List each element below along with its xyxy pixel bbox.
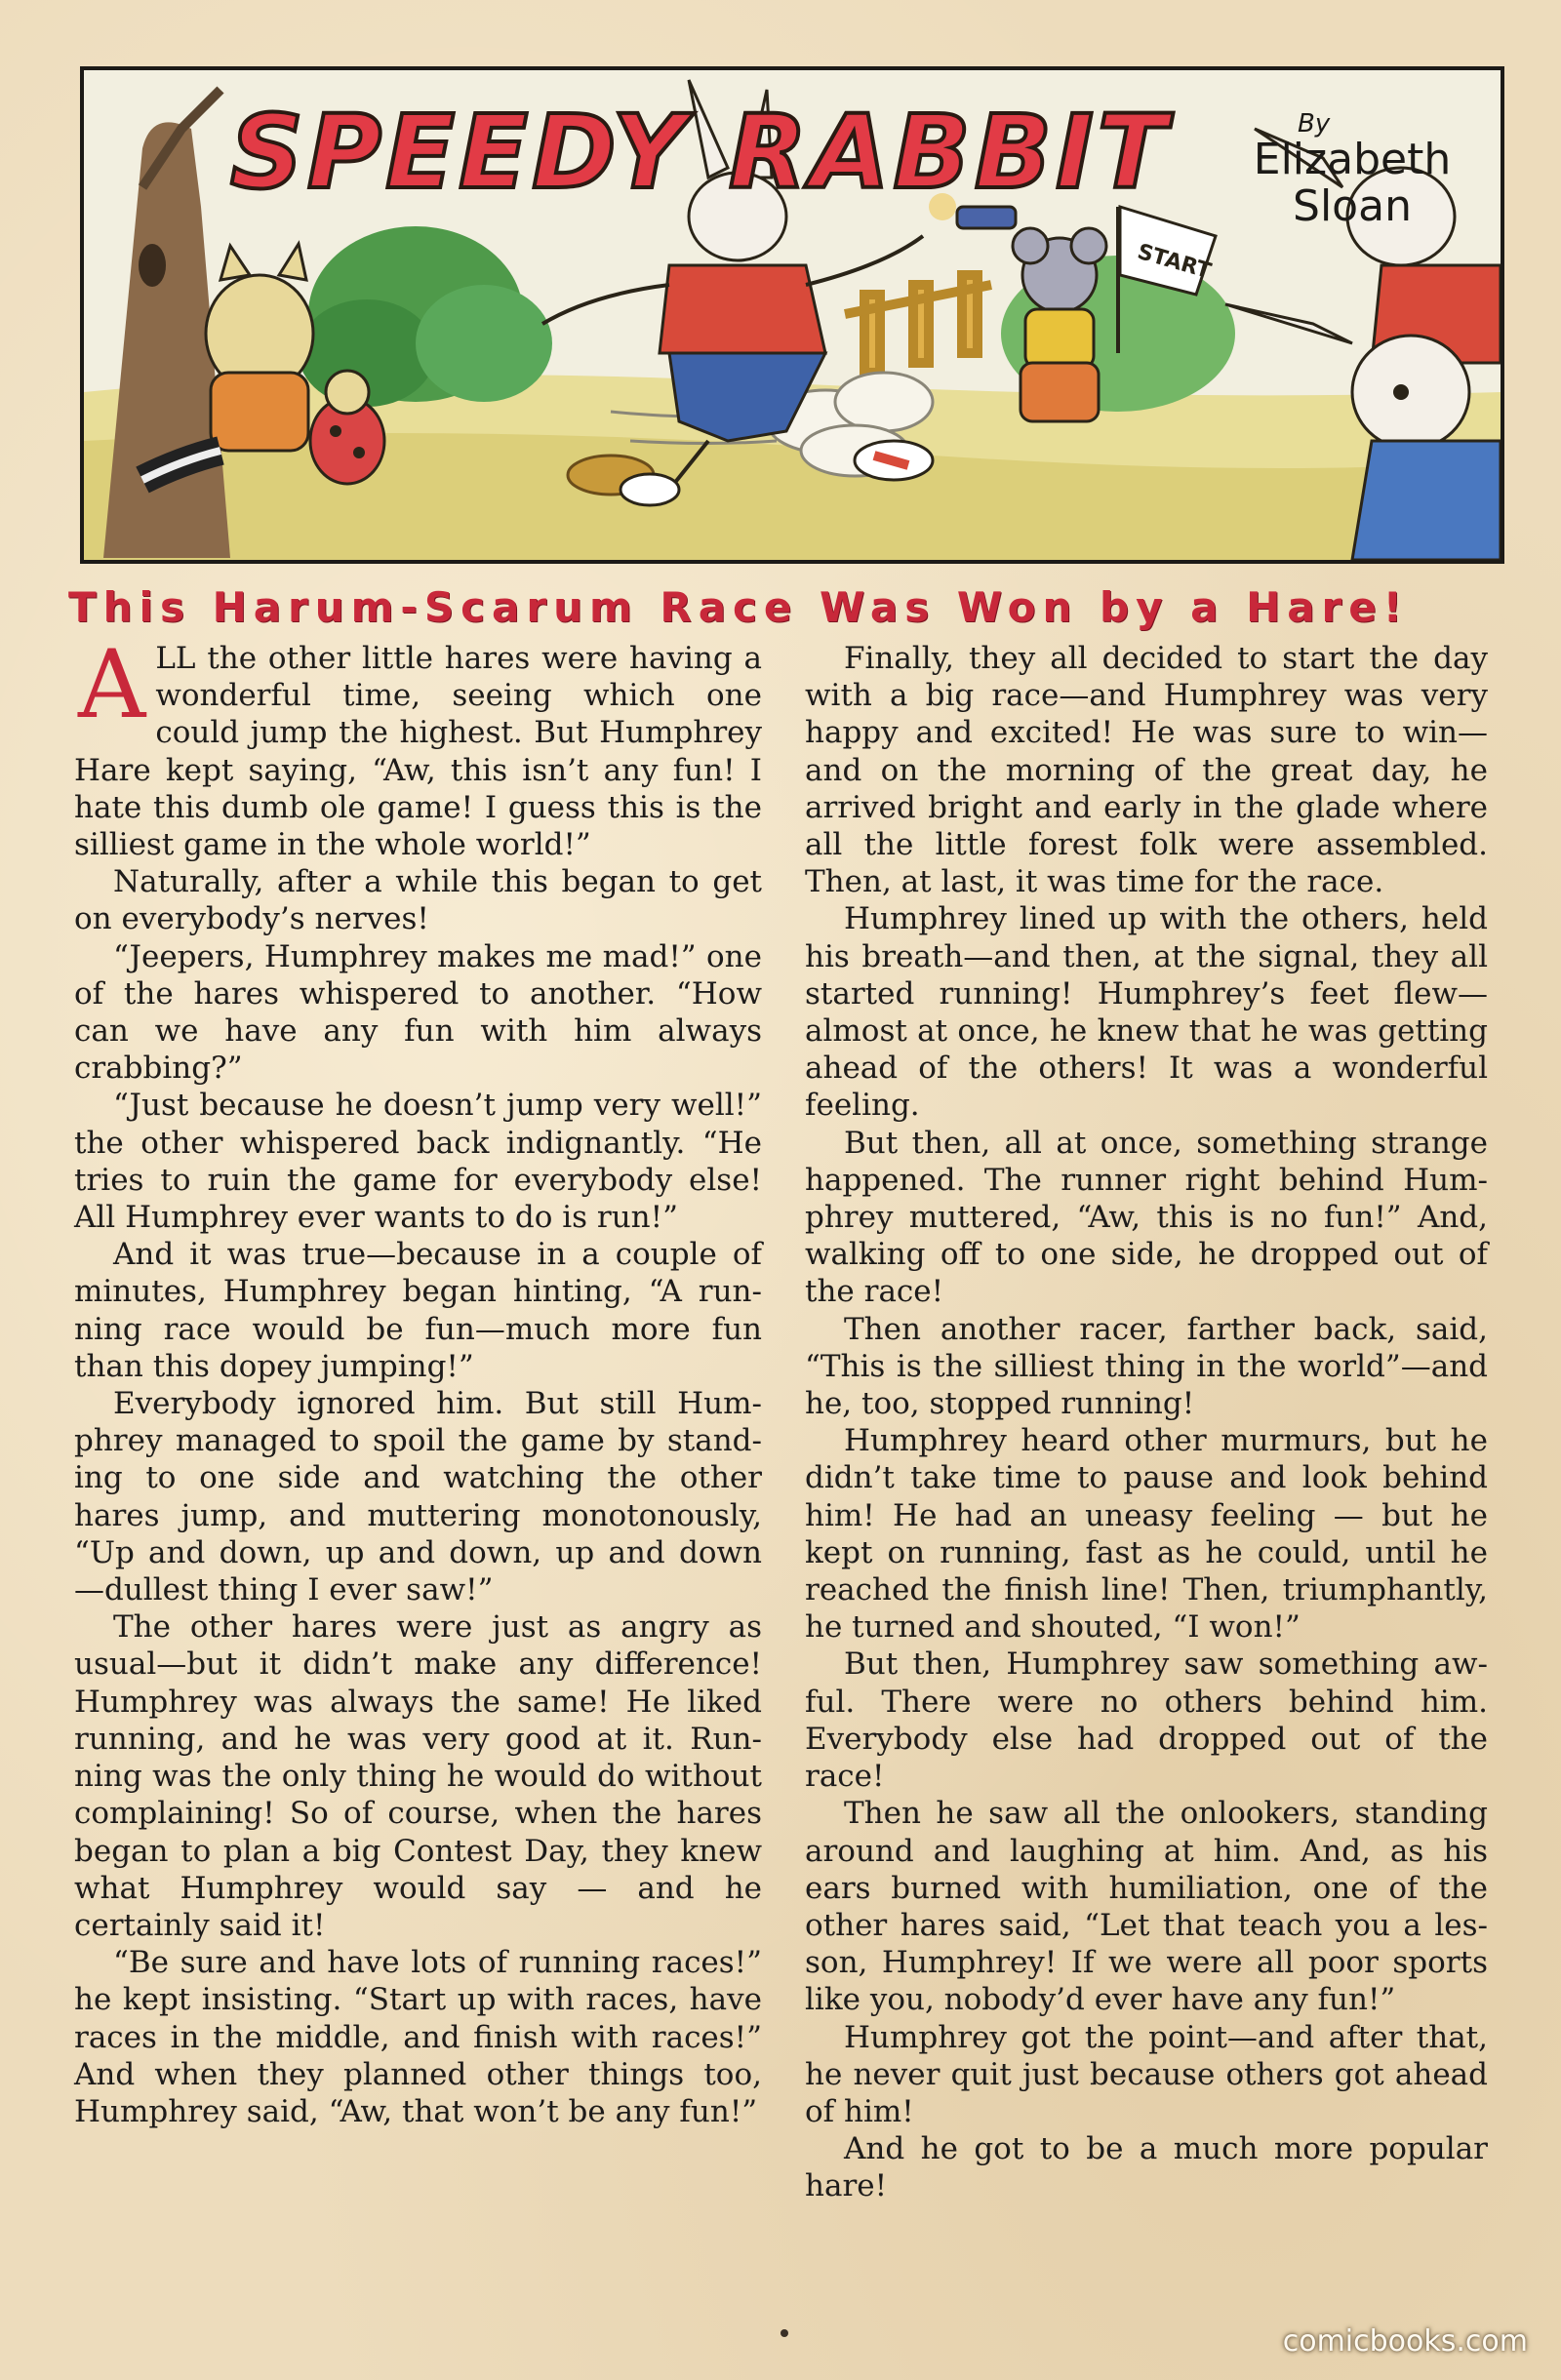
- page-dot: [780, 2329, 788, 2337]
- byline: [1216, 111, 1489, 230]
- paragraph: “Jeepers, Humphrey makes me mad!” one of the hares whispered to another. “How can we have any fun with him always crabbing?”: [74, 938, 762, 1087]
- title-banner-illustration: [80, 66, 1504, 564]
- paragraph: Naturally, after a while this began to get on everybody’s nerves!: [74, 864, 762, 937]
- story-column-right: [805, 640, 1488, 2205]
- paragraph: Then he saw all the onlookers, standing around and laughing at him. And, as his ears burned with humiliation, one of the other hares said, “Let that teach you a lesson, Humphrey! If we were all poor sports like you, nobody’d ever have any fun!”: [805, 1796, 1488, 2018]
- paragraph: But then, Humphrey saw something awful. There were no others behind him. Everybody else had dropped out of the race!: [805, 1646, 1488, 1795]
- paragraph: LL the other little hares were having a wonderful time, seeing which one could jump the highest. But Humphrey Hare kept saying, “Aw, this isn’t any fun! I hate this dumb ole game! I guess this is the silliest game in the whole world!”: [74, 641, 762, 863]
- drop-cap-letter: A: [78, 630, 146, 739]
- site-watermark: comicbooks.com: [1282, 2324, 1528, 2359]
- paragraph: Everybody ignored him. But still Humphrey managed to spoil the game by standing to one side and watching the other hares jump, and muttering monotonously, “Up and down, up and down, up and down —dullest thing I ever saw!”: [74, 1386, 762, 1608]
- paragraph: And it was true—because in a couple of minutes, Humphrey began hinting, “A running race would be fun—much more fun than this dopey jumping!”: [74, 1237, 762, 1384]
- story-column-left: [74, 630, 762, 2130]
- paragraph: Humphrey lined up with the others, held his breath—and then, at the signal, they all started running! Humphrey’s feet flew—almost at once, he knew that he was getting ahead of the others! It was a wonderful feeling.: [805, 901, 1488, 1124]
- byline-last-name: Sloan: [1293, 181, 1412, 231]
- story-headline: This Harum-Scarum Race Was Won by a Hare!: [68, 583, 1409, 631]
- paragraph: Finally, they all decided to start the day with a big race—and Humphrey was very happy and excited! He was sure to win—and on the morning of the great day, he arrived bright and early in the glade where all the little forest folk were assembled. Then, at last, it was time for the race.: [805, 641, 1488, 900]
- banner-title: SPEEDY RABBIT: [230, 93, 1171, 212]
- paragraph: But then, all at once, something strange happened. The runner right behind Humphrey muttered, “Aw, this is no fun!” And, walking off to one side, he dropped out of the race!: [805, 1125, 1488, 1310]
- byline-by: By: [1298, 109, 1331, 139]
- start-flag-label: START: [1134, 239, 1214, 285]
- byline-first-name: Elizabeth: [1253, 135, 1452, 184]
- paragraph: Then another racer, farther back, said, “This is the silliest thing in the world”—and he, too, stopped running!: [805, 1311, 1488, 1422]
- paragraph: “Be sure and have lots of running races!” he kept insisting. “Start up with races, have races in the middle, and finish with races!” And when they planned other things too, Humphrey said, “Aw, that won’t be any fun!”: [74, 1945, 762, 2129]
- paragraph: Humphrey got the point—and after that, he never quit just because others got ahead of him!: [805, 2019, 1488, 2129]
- paragraph: “Just because he doesn’t jump very well!” the other whispered back indignantly. “He tries to ruin the game for everybody else! All Humphrey ever wants to do is run!”: [74, 1088, 762, 1236]
- paragraph: The other hares were just as angry as usual—but it didn’t make any difference! Humphrey was always the same! He liked running, and he was very good at it. Running was the only thing he would do without complaining! So of course, when the hares began to plan a big Contest Day, they knew what Humphrey would say — and he certainly said it!: [74, 1609, 762, 1943]
- paragraph: Humphrey heard other murmurs, but he didn’t take time to pause and look behind him! He had an uneasy feeling — but he kept on running, fast as he could, until he reached the finish line! Then, triumphantly, he turned and shouted, “I won!”: [805, 1423, 1488, 1646]
- paragraph: And he got to be a much more popular hare!: [805, 2131, 1488, 2204]
